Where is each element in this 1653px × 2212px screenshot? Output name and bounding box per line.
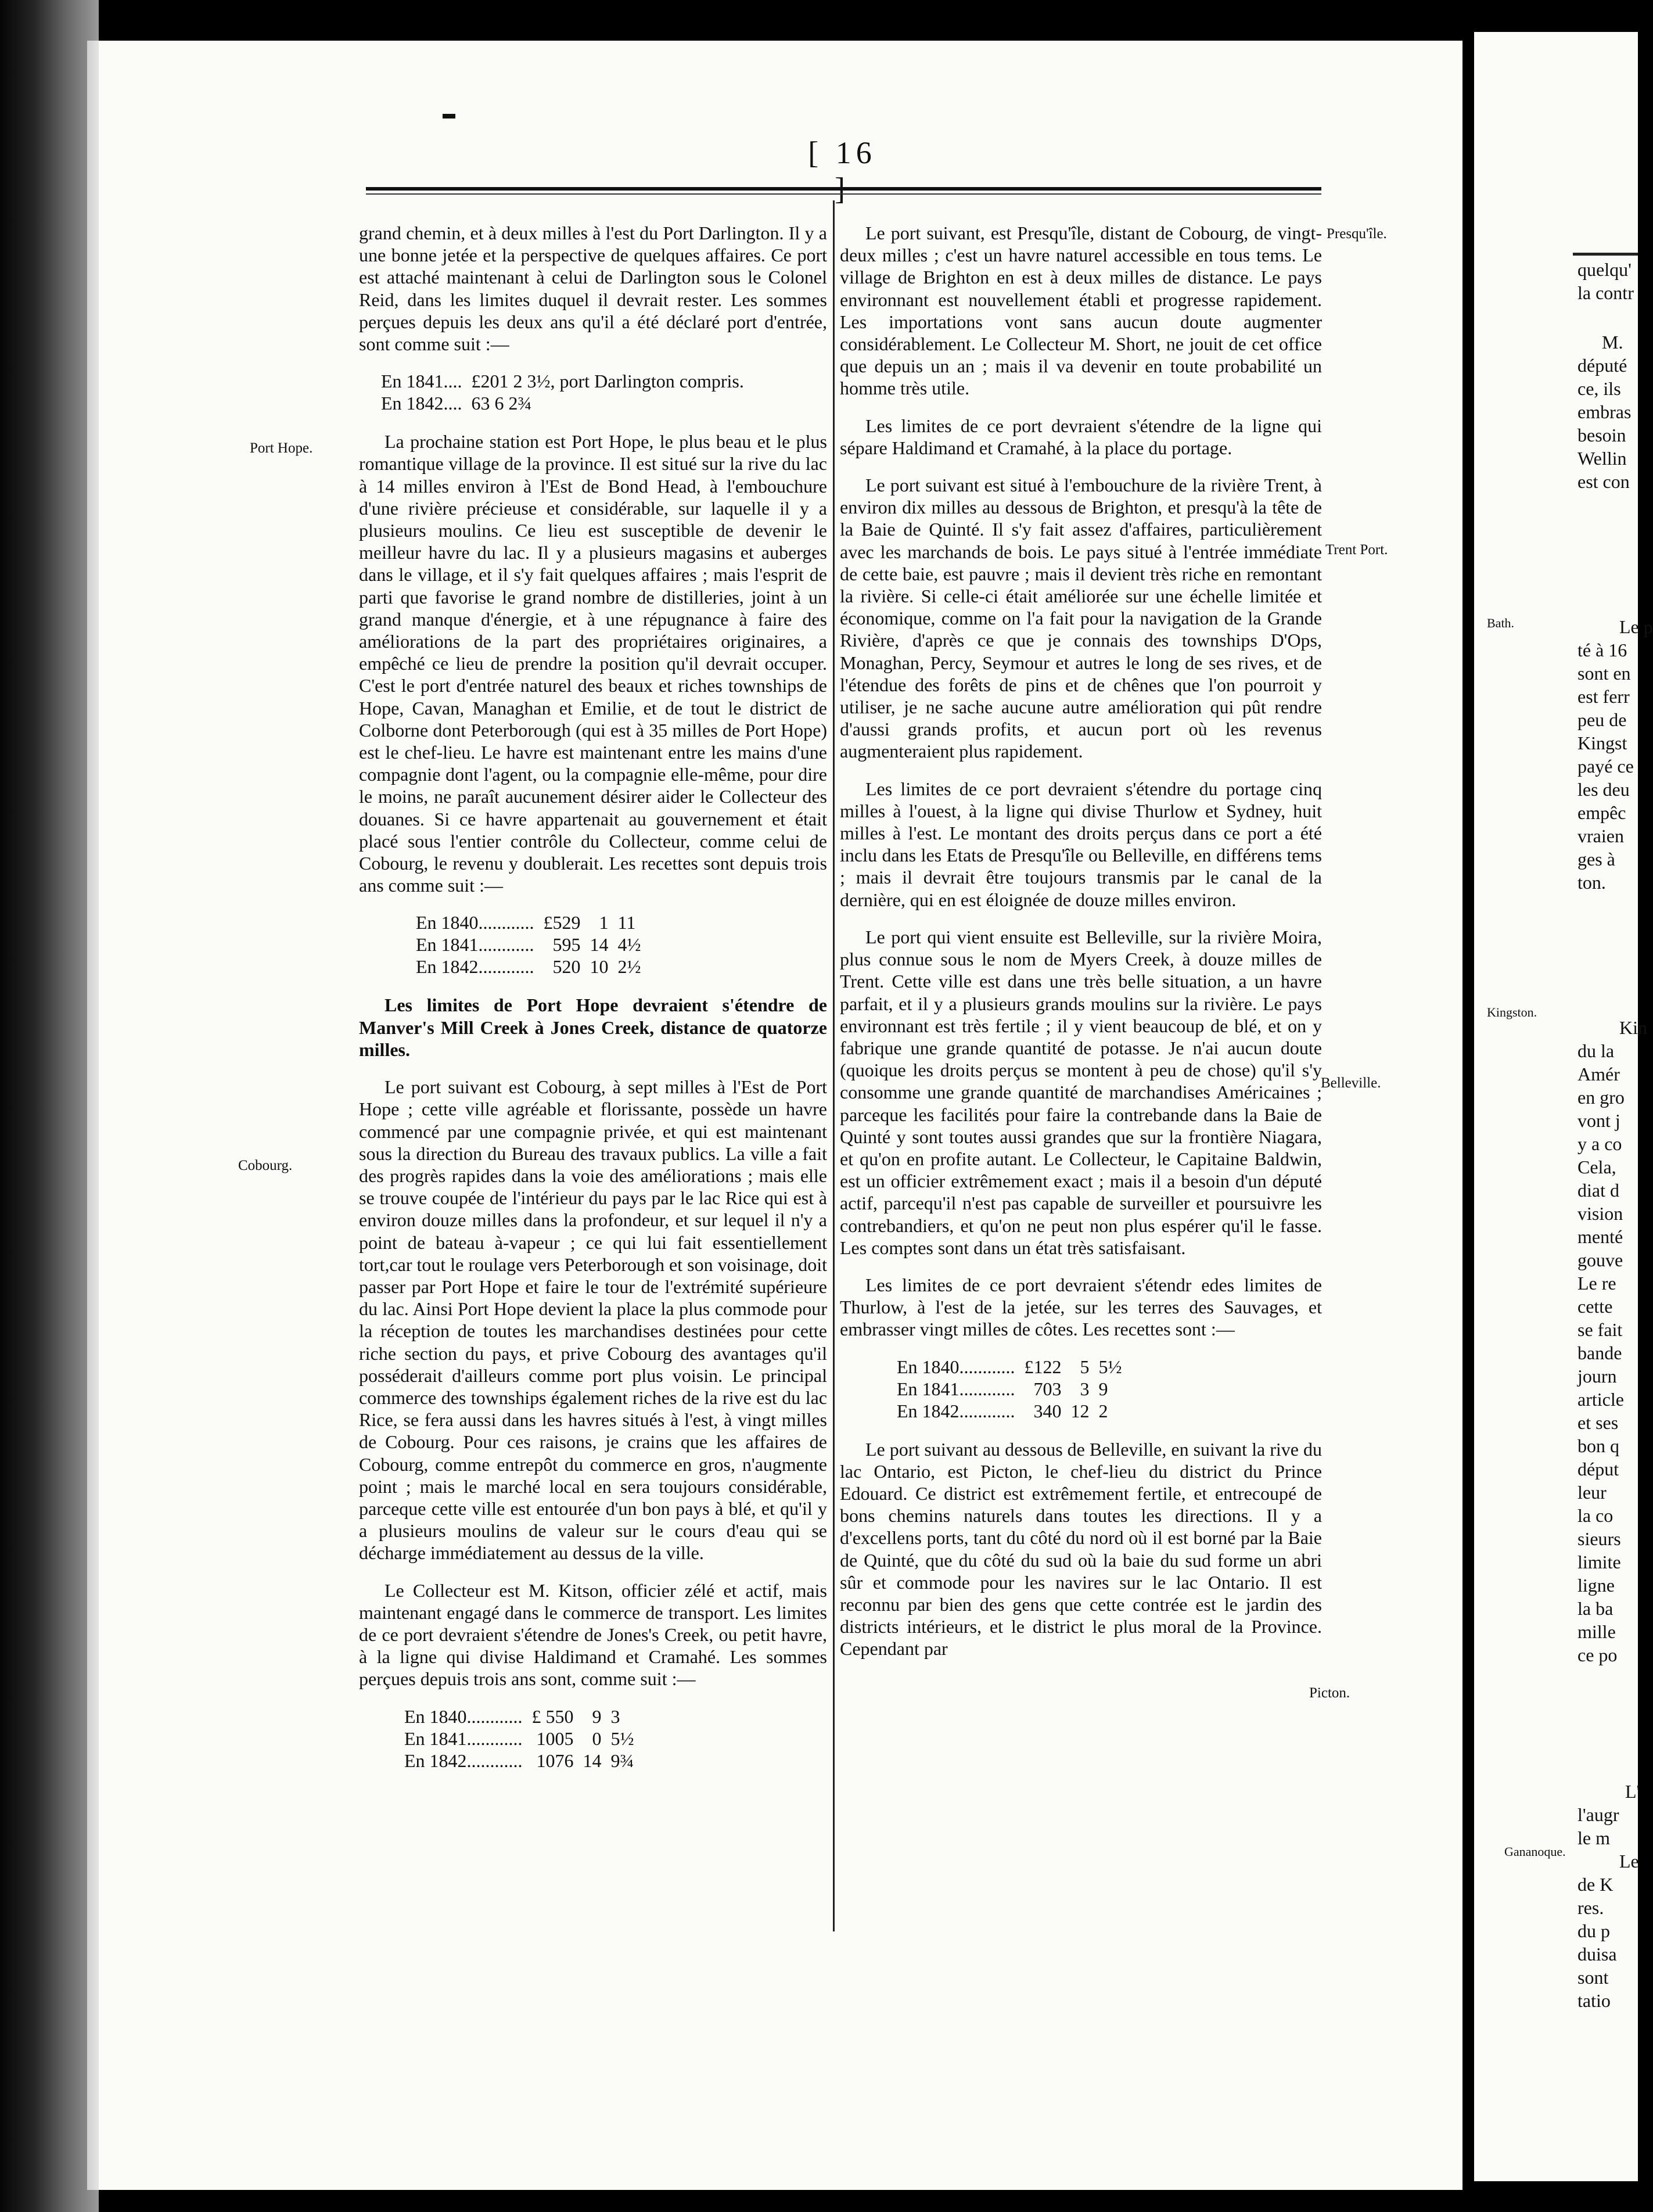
table-cell-shillings: 0 <box>592 1728 602 1749</box>
table-row <box>400 1750 639 1772</box>
next-page-line: Cela, <box>1577 1157 1616 1177</box>
next-page-line: l'augr <box>1577 1804 1619 1825</box>
page-gutter <box>1462 32 1474 2193</box>
table-cell-pounds: £529 <box>543 912 581 933</box>
table-cell-pounds: 1005 <box>536 1728 574 1749</box>
table-row <box>411 911 646 933</box>
receipts-table-belleville <box>892 1356 1127 1422</box>
table-row <box>411 956 646 978</box>
next-page-line: bande <box>1577 1342 1622 1363</box>
paragraph: Les limites de Port Hope devraient s'étendre de Manver's Mill Creek à Jones Creek, distance de quatorze milles. <box>359 994 827 1060</box>
next-page-line: duisa <box>1577 1944 1617 1965</box>
next-page-line: sieurs <box>1577 1528 1621 1549</box>
table-cell-shillings: 14 <box>583 1750 602 1771</box>
table-row <box>892 1356 1127 1378</box>
next-page-line: en gro <box>1577 1087 1625 1108</box>
table-cell-pounds: 520 <box>552 956 581 978</box>
receipts-table-port-hope <box>411 911 646 978</box>
next-page-line: ges à <box>1577 849 1615 870</box>
table-cell-year: En 1841............ <box>416 934 534 956</box>
margin-note-picton: Picton. <box>1309 1685 1350 1701</box>
receipts-table-darlington <box>376 370 749 414</box>
next-page-line: est con <box>1577 471 1630 492</box>
header-rule <box>366 187 1321 191</box>
left-column <box>359 222 827 1788</box>
next-page-line: M. <box>1602 332 1623 353</box>
next-page-line: les deu <box>1577 779 1630 800</box>
header-rule-thin <box>366 193 1321 195</box>
margin-note-presquile: Presqu'île. <box>1327 226 1387 242</box>
next-page-line: Le <box>1619 1851 1639 1872</box>
next-page-line: sont en <box>1577 663 1631 684</box>
next-page-line: leur <box>1577 1482 1607 1503</box>
next-page-line: tatio <box>1577 1990 1611 2011</box>
next-page-line: la contr <box>1577 282 1634 303</box>
table-row <box>376 392 749 414</box>
paragraph: Le port suivant est Cobourg, à sept milles à l'Est de Port Hope ; cette ville agréable et florissante, possède un havre commencé par une compagnie privée, et qui est maintenant sous la direction du Bureau des travaux publics. La ville a fait des progrès rapides dans la voie des améliorations ; mais elle se trouve coupée de l'intérieur du pays par le lac Rice qui est à environ douze milles dans la profondeur, et sur lequel il n'y a point de bateau à-vapeur ; ce qui lui fait essentiellement tort,car tout le roulage vers Peterborough et son voisinage, doit passer par Port Hope et faire le tour de l'extrémité supérieure du lac. Ainsi Port Hope devient la place la plus commode pour la réception de toutes les marchandises destinées pour cette riche section du pays, et prive Cobourg des avantages qu'il posséderait d'ailleurs comme port plus voisin. Le principal commerce des townships également riches de la rive est du lac Rice, se fera aussi dans les havres situés à l'est, à vingt milles de Cobourg. Pour ces raisons, je crains que les affaires de Cobourg, comme entrepôt du commerce en gros, n'augmente point ; mais le marché local en sera toujours considérable, parceque cette ville est entourée d'un bon pays à blé, et qu'il y a plusieurs moulins de valeur sur le cours d'eau qui se décharge immédiatement au dessus de la ville. <box>359 1076 828 1564</box>
table-cell-shillings: 10 <box>590 956 609 978</box>
table-cell-pounds: 595 <box>552 934 581 956</box>
table-cell-shillings: 9 <box>592 1705 602 1727</box>
table-cell-year: En 1840............ <box>416 912 534 933</box>
paragraph: Le Collecteur est M. Kitson, officier zélé et actif, mais maintenant engagé dans le commerce de transport. Les limites de ce port devraient s'étendre de Jones's Creek, ou petit havre, à la ligne qui divise Haldimand et Cramahé. Les sommes perçues depuis trois ans sont, comme suit :— <box>359 1579 827 1690</box>
next-page-line: Kin <box>1619 1017 1647 1038</box>
next-page-line: res. <box>1577 1897 1604 1918</box>
next-page-line: sont <box>1577 1967 1609 1988</box>
next-page-line: Le p <box>1619 616 1653 637</box>
table-cell-year: En 1841............ <box>897 1378 1015 1399</box>
table-row <box>376 370 749 392</box>
next-page-line: embras <box>1577 401 1632 422</box>
next-page-line: est ferr <box>1577 686 1630 707</box>
table-row <box>892 1378 1127 1400</box>
next-page-line: vont j <box>1577 1110 1620 1131</box>
next-page-line: té à 16 <box>1577 640 1627 660</box>
table-cell-shillings: 12 <box>1070 1400 1090 1421</box>
next-page-line: vision <box>1577 1203 1623 1224</box>
margin-note-belleville: Belleville. <box>1321 1075 1381 1091</box>
next-page-rule <box>1573 253 1638 256</box>
margin-note-cobourg: Cobourg. <box>238 1158 293 1173</box>
table-cell-year: En 1842............ <box>416 956 534 978</box>
next-page-line: de K <box>1577 1874 1614 1895</box>
next-page-line: Le re <box>1577 1273 1616 1294</box>
next-page-line: le m <box>1577 1827 1610 1848</box>
next-page-line: quelqu' <box>1577 259 1632 280</box>
table-cell-pounds: 703 <box>1033 1378 1062 1399</box>
paragraph: Les limites de ce port devraient s'étendre de la ligne qui sépare Haldimand et Cramahé, à la place du portage. <box>840 415 1322 458</box>
table-cell-shillings: 1 <box>599 912 609 933</box>
table-cell-pounds: £122 <box>1024 1356 1062 1377</box>
next-page-line: du p <box>1577 1920 1610 1941</box>
next-page-line: Amér <box>1577 1064 1620 1085</box>
paragraph: grand chemin, et à deux milles à l'est du Port Darlington. Il y a une bonne jetée et la perspective de quelques affaires. Ce port est attaché maintenant à celui de Darlington sous le Colonel Reid, dans les limites duquel il devrait rester. Les sommes perçues depuis les deux ans qu'il a été déclaré port d'entrée, sont comme suit :— <box>359 222 827 355</box>
table-cell-year: En 1842............ <box>897 1400 1015 1421</box>
table-row <box>400 1728 639 1750</box>
next-page-line: diat d <box>1577 1180 1619 1201</box>
table-cell-pounds: 340 <box>1033 1400 1062 1421</box>
table-cell-shillings: 14 <box>590 934 609 956</box>
table-cell-pence: 2½ <box>617 956 641 978</box>
next-page-line: payé ce <box>1577 756 1634 777</box>
next-page-line: ligne <box>1577 1575 1615 1596</box>
next-page-line: y a co <box>1577 1133 1622 1154</box>
paragraph: La prochaine station est Port Hope, le plus beau et le plus romantique village de la province. Il est situé sur la rive du lac à 14 milles environ à l'Est de Bond Head, à l'embouchure d'une rivière précieuse et considérable, sur laquelle il y a plusieurs moulins. Ce lieu est susceptible de devenir le meilleur havre du lac. Il y a plusieurs magasins et auberges dans le village, et il s'y fait quelques affaires ; mais l'esprit de parti que favorise le grand nombre de distilleries, joint à un grand manque d'énergie, et à une répugnance à faire des améliorations de la part des propriétaires originaires, a empêché ce lieu de prendre la position qu'il devrait occuper. C'est le port d'entrée naturel des beaux et riches townships de Hope, Cavan, Managhan et Emilie, et de tout le district de Colborne dont Peterborough (qui est à 35 milles de Port Hope) est le chef-lieu. Le havre est maintenant entre les mains d'une compagnie dont l'agent, ou la compagnie elle-même, pour dire le moins, ne paraît aucunement désirer aider le Collecteur des douanes. Si ce havre appartenait au gouvernement et était placé sous l'entier contrôle du Collecteur, comme celui de Cobourg, le revenu y doublerait. Les recettes sont depuis trois ans comme suit :— <box>359 431 827 896</box>
paragraph: Les limites de ce port devraient s'étendr edes limites de Thurlow, à l'est de la jetée, sur les terres des Sauvages, et embrasser vingt milles de côtes. Les recettes sont :— <box>840 1274 1322 1340</box>
paragraph: Le port suivant au dessous de Belleville, en suivant la rive du lac Ontario, est Picton, le chef-lieu du district du Prince Edouard. Ce district est extrêmement fertile, et entrecoupé de bons chemins naturels dans toutes les directions. Il y a d'excellens ports, tant du côté du nord où il est borné par la Baie de Quinté, que du côté du sud où la baie du sud forme un abri sûr et commode pour les navires sur le lac Ontario. Il est reconnu par bien des gens que cette contrée est le jardin des districts intérieurs, et le district le plus moral de la Province. Cependant par <box>840 1438 1322 1660</box>
margin-note-gananoque: Gananoque. <box>1504 1844 1566 1859</box>
next-page-line: bon q <box>1577 1435 1619 1456</box>
margin-note-bath: Bath. <box>1487 616 1515 630</box>
table-cell-year: En 1840............ <box>897 1356 1015 1377</box>
table-cell-shillings: 3 <box>1080 1378 1090 1399</box>
table-cell-pence: 9¾ <box>610 1750 634 1771</box>
column-divider <box>833 200 835 1931</box>
table-cell-pence: 9 <box>1098 1378 1108 1399</box>
receipts-table-cobourg <box>400 1705 639 1772</box>
table-cell-year: En 1841.... <box>381 371 462 392</box>
next-page-line: se fait <box>1577 1319 1623 1340</box>
next-page-line: journ <box>1577 1366 1617 1387</box>
ink-mark <box>443 114 455 119</box>
next-page-fragment <box>1474 32 1653 2181</box>
right-column <box>840 222 1322 1675</box>
next-page-line: la co <box>1577 1505 1614 1526</box>
margin-note-kingston: Kingston. <box>1487 1005 1537 1019</box>
table-cell-pence: 5½ <box>610 1728 634 1749</box>
next-page-line: gouve <box>1577 1249 1623 1270</box>
table-cell-year: En 1840............ <box>404 1705 523 1727</box>
next-page-line: besoin <box>1577 425 1626 446</box>
table-row <box>400 1705 639 1728</box>
table-cell-year: En 1842.... <box>381 393 462 414</box>
table-cell-amount: £201 2 3½, port Darlington compris. <box>471 371 744 392</box>
paragraph: Les limites de ce port devraient s'étendre du portage cinq milles à l'ouest, à la ligne qui divise Thurlow et Sydney, huit milles à l'est. Le montant des droits perçus dans ce port a été inclu dans les Etats de Presqu'île ou Belleville, en différens tems ; mais il devrait être toujours transmis par le canal de la dernière, qui en est éloignée de douze milles environ. <box>840 778 1322 910</box>
next-page-line: Kingst <box>1577 732 1627 753</box>
next-page-line: empêc <box>1577 802 1626 823</box>
margin-note-port-hope: Port Hope. <box>250 440 313 456</box>
next-page-line: menté <box>1577 1226 1623 1247</box>
next-page-line: ce, ils <box>1577 378 1621 399</box>
paragraph: Le port suivant est situé à l'embouchure de la rivière Trent, à environ dix milles au dessous de Brighton, et presqu'à la tête de la Baie de Quinté. Il s'y fait assez d'affaires, particulièrement avec les marchands de bois. Le pays situé à l'entrée immédiate de cette baie, est pauvre ; mais il devient très riche en remontant la rivière. Si celle-ci était améliorée sur une échelle limitée et économique, comme on l'a fait pour la navigation de la Grande Rivière, d'après ce que je connais des townships D'Ops, Monaghan, Percy, Seymour et autres le long de ses rives, et de l'étendue des forêts de pins et de chênes que l'on pourroit y utiliser, je ne sache aucune autre amélioration qui pût rendre d'aussi grands profits, et aucun port où les revenus augmenteraient plus rapidement. <box>840 475 1322 762</box>
table-cell-year: En 1841............ <box>404 1728 523 1749</box>
next-page-line: et ses <box>1577 1412 1619 1433</box>
table-cell-pounds: 1076 <box>536 1750 574 1771</box>
next-page-line: peu de <box>1577 709 1627 730</box>
table-cell-amount: 63 6 2¾ <box>471 393 532 414</box>
paragraph: Le port suivant, est Presqu'île, distant de Cobourg, de vingt-deux milles ; c'est un havre naturel accessible en tous tems. Le village de Brighton en est à deux milles de distance. Le pays environnant est nouvellement établi et progresse rapidement. Les importations vont sans aucun doute augmenter considérablement. Le Collecteur M. Short, ne jouit de cet office que depuis un an ; mais il va devenir en toute probabilité un homme très utile. <box>840 222 1322 399</box>
next-page-line: cette <box>1577 1296 1613 1317</box>
page-number: [ 16 <box>808 135 876 170</box>
next-page-line: Wellin <box>1577 448 1627 469</box>
next-page-line: ton. <box>1577 872 1606 893</box>
next-page-line: limite <box>1577 1552 1621 1572</box>
table-cell-pence: 11 <box>617 912 636 933</box>
next-page-line: du la <box>1577 1040 1615 1061</box>
next-page-line: ce po <box>1577 1644 1618 1665</box>
table-cell-shillings: 5 <box>1080 1356 1090 1377</box>
next-page-line: la ba <box>1577 1598 1614 1619</box>
table-cell-pounds: £ 550 <box>531 1705 574 1727</box>
table-cell-pence: 4½ <box>617 934 641 956</box>
table-row <box>411 933 646 956</box>
paragraph: Le port qui vient ensuite est Belleville, sur la rivière Moira, plus connue sous le nom de Myers Creek, à douze milles de Trent. Cette ville est dans une très belle situation, a un havre parfait, et il y a plusieurs grands moulins sur la rivière. Le pays environnant est très fertile ; il y vient beaucoup de blé, et on y fabrique une grande quantité de potasse. Je n'ai aucun doute (quoique les droits perçus se montent à peu de chose) qu'il s'y consomme une grande quantité de marchandises Américaines ; parceque les facilités pour faire la contrebande dans la Baie de Quinté y sont toutes aussi grandes que sur la frontière Niagara, et qu'on en profite autant. Le Collecteur, le Capitaine Baldwin, est un officier extrêmement exact ; mais il a besoin d'un député actif, parcequ'il n'est pas capable de surveiller et poursuivre les contrebandiers, et qu'on ne peut non plus espérer qu'il le fasse. Les comptes sont dans un état très satisfaisant. <box>840 926 1322 1258</box>
table-cell-pence: 3 <box>610 1705 620 1727</box>
scan-dark-border <box>0 0 99 2212</box>
margin-note-trent-port: Trent Port. <box>1325 542 1388 558</box>
table-cell-year: En 1842............ <box>404 1750 523 1771</box>
table-row <box>892 1400 1127 1422</box>
next-page-line: vraien <box>1577 825 1624 846</box>
next-page-line: député <box>1577 355 1627 376</box>
next-page-line: mille <box>1577 1621 1616 1642</box>
table-cell-pence: 5½ <box>1098 1356 1122 1377</box>
table-cell-pence: 2 <box>1098 1400 1108 1421</box>
next-page-line: L' <box>1625 1781 1640 1802</box>
next-page-line: déput <box>1577 1459 1619 1480</box>
next-page-line: article <box>1577 1389 1624 1410</box>
